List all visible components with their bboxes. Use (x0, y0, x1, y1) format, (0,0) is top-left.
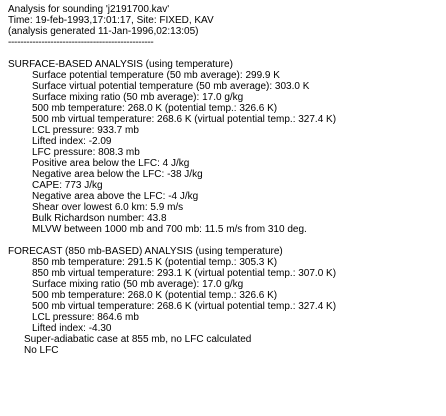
surface-item: 500 mb virtual temperature: 268.6 K (virtual potential temp.: 327.4 K) (32, 114, 337, 125)
forecast-item: 850 mb virtual temperature: 293.1 K (virtual potential temp.: 307.0 K) (32, 268, 337, 279)
surface-item: 500 mb temperature: 268.0 K (potential temp.: 326.6 K) (32, 103, 278, 114)
header-divider: ------------------------------------------------ (8, 37, 154, 48)
surface-item: Negative area above the LFC: -4 J/kg (32, 191, 199, 202)
forecast-note: Super-adiabatic case at 855 mb, no LFC calculated (24, 334, 252, 345)
time-site-line: Time: 19-feb-1993,17:01:17, Site: FIXED, KAV (8, 15, 214, 26)
forecast-item: 850 mb temperature: 291.5 K (potential temp.: 305.3 K) (32, 257, 278, 268)
surface-item: Surface virtual potential temperature (50 mb average): 303.0 K (32, 81, 310, 92)
surface-item: CAPE: 773 J/kg (32, 180, 103, 191)
surface-section-title: SURFACE-BASED ANALYSIS (using temperature) (8, 59, 233, 70)
forecast-item: 500 mb virtual temperature: 268.6 K (virtual potential temp.: 327.4 K) (32, 301, 337, 312)
forecast-item: Lifted index: -4.30 (32, 323, 112, 334)
surface-item: Shear over lowest 6.0 km: 5.9 m/s (32, 202, 184, 213)
spacer (8, 235, 442, 246)
surface-item: MLVW between 1000 mb and 700 mb: 11.5 m/s from 310 deg. (32, 224, 307, 235)
spacer (8, 48, 442, 59)
surface-item: Lifted index: -2.09 (32, 136, 112, 147)
forecast-item: LCL pressure: 864.6 mb (32, 312, 139, 323)
forecast-item: Surface mixing ratio (50 mb average): 17.0 g/kg (32, 279, 244, 290)
surface-item: Surface mixing ratio (50 mb average): 17.0 g/kg (32, 92, 244, 103)
surface-item: LFC pressure: 808.3 mb (32, 147, 140, 158)
forecast-note: No LFC (24, 345, 59, 356)
surface-item: Surface potential temperature (50 mb average): 299.9 K (32, 70, 280, 81)
forecast-item: 500 mb temperature: 268.0 K (potential temp.: 326.6 K) (32, 290, 278, 301)
surface-item: LCL pressure: 933.7 mb (32, 125, 139, 136)
generated-line: (analysis generated 11-Jan-1996,02:13:05) (8, 26, 199, 37)
surface-item: Positive area below the LFC: 4 J/kg (32, 158, 190, 169)
analysis-title: Analysis for sounding 'j2191700.kav' (8, 4, 170, 15)
surface-item: Negative area below the LFC: -38 J/kg (32, 169, 203, 180)
sounding-analysis-report (8, 4, 442, 356)
surface-item: Bulk Richardson number: 43.8 (32, 213, 167, 224)
forecast-section-title: FORECAST (850 mb-BASED) ANALYSIS (using temperature) (8, 246, 283, 257)
